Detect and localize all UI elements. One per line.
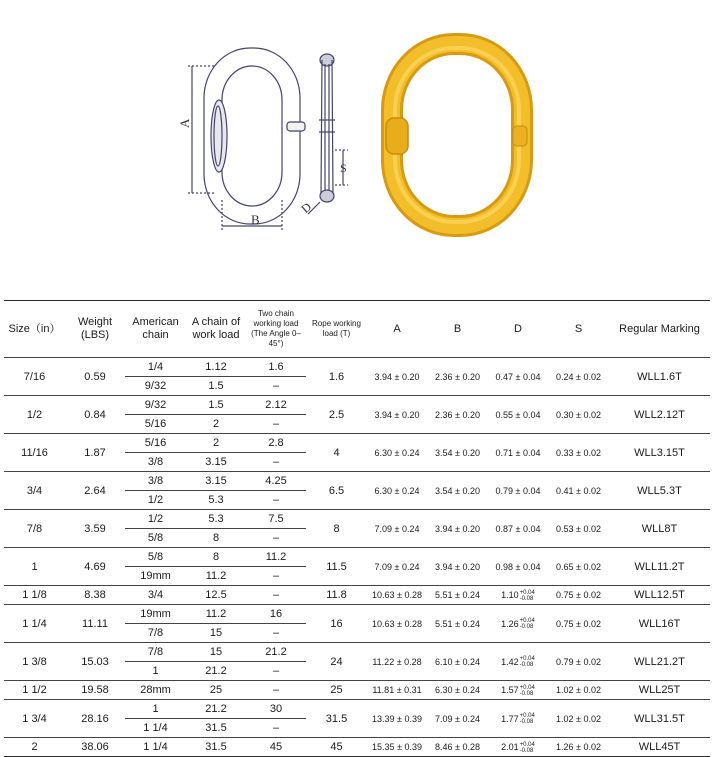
work-load-cell: 8 — [186, 529, 246, 548]
rope-load-cell: 25 — [306, 681, 367, 700]
d-value: 0.47 ± 0.04 — [495, 371, 541, 382]
b-cell: 7.09 ± 0.24 — [427, 700, 488, 738]
d-tolerance-upper: +0.04 — [519, 618, 535, 625]
work-load-cell: 21.2 — [186, 662, 246, 681]
header-size: Size（in） — [4, 301, 65, 358]
a-cell: 11.81 ± 0.31 — [367, 681, 427, 700]
american-chain-cell: 19mm — [125, 567, 186, 586]
s-cell: 1.02 ± 0.02 — [548, 681, 609, 700]
d-tolerance — [520, 685, 535, 697]
d-value: 0.98 ± 0.04 — [495, 561, 541, 572]
a-cell: 6.30 ± 0.24 — [367, 472, 427, 510]
two-chain-load-cell: – — [246, 415, 306, 434]
master-link-drawing — [0, 0, 714, 290]
table-row — [4, 643, 710, 662]
size-cell: 2 — [4, 738, 65, 757]
two-chain-load-cell: – — [246, 453, 306, 472]
s-cell: 0.75 ± 0.02 — [548, 586, 609, 605]
b-cell: 6.10 ± 0.24 — [427, 643, 488, 681]
d-tolerance-lower: -0.08 — [519, 662, 534, 669]
size-cell: 1 1/4 — [4, 605, 65, 643]
weight-cell: 0.84 — [65, 396, 125, 434]
work-load-cell: 2 — [186, 415, 246, 434]
size-cell: 1 3/8 — [4, 643, 65, 681]
two-chain-load-cell: – — [246, 662, 306, 681]
american-chain-cell: 9/32 — [125, 396, 186, 415]
two-chain-load-cell: – — [246, 529, 306, 548]
header-two-chain-load: Two chain working load (The Angle 0–45°) — [246, 301, 306, 358]
weight-cell: 19.58 — [65, 681, 125, 700]
a-cell: 3.94 ± 0.20 — [367, 396, 427, 434]
american-chain-cell: 28mm — [125, 681, 186, 700]
american-chain-cell: 3/8 — [125, 472, 186, 491]
specification-table — [4, 300, 710, 757]
s-cell: 0.30 ± 0.02 — [548, 396, 609, 434]
weight-cell: 28.16 — [65, 700, 125, 738]
front-view-drawing — [188, 48, 305, 230]
work-load-cell: 1.5 — [186, 396, 246, 415]
work-load-cell: 25 — [186, 681, 246, 700]
weight-cell: 1.87 — [65, 434, 125, 472]
d-value: 0.79 ± 0.04 — [495, 485, 541, 496]
header-rope-load: Rope working load (T) — [306, 301, 367, 358]
size-cell: 11/16 — [4, 434, 65, 472]
work-load-cell: 8 — [186, 548, 246, 567]
d-value: 1.26 — [501, 618, 519, 629]
size-cell: 1 3/4 — [4, 700, 65, 738]
b-cell: 5.51 ± 0.24 — [427, 605, 488, 643]
two-chain-load-cell: – — [246, 586, 306, 605]
d-cell — [488, 586, 548, 605]
marking-cell: WLL45T — [609, 738, 710, 757]
rope-load-cell: 11.5 — [306, 548, 367, 586]
d-cell — [488, 358, 548, 396]
d-value: 2.01 — [501, 742, 519, 752]
two-chain-load-cell: – — [246, 491, 306, 510]
a-cell: 6.30 ± 0.24 — [367, 434, 427, 472]
s-cell: 0.79 ± 0.02 — [548, 643, 609, 681]
size-cell: 1 1/8 — [4, 586, 65, 605]
d-cell — [488, 643, 548, 681]
table-row — [4, 358, 710, 377]
dimension-s-label: S — [340, 161, 347, 175]
two-chain-load-cell: 21.2 — [246, 643, 306, 662]
marking-cell: WLL31.5T — [609, 700, 710, 738]
two-chain-load-cell: 30 — [246, 700, 306, 719]
table-row — [4, 434, 710, 453]
table-row — [4, 681, 710, 700]
s-cell: 1.26 ± 0.02 — [548, 738, 609, 757]
work-load-cell: 5.3 — [186, 491, 246, 510]
rope-load-cell: 2.5 — [306, 396, 367, 434]
work-load-cell: 11.2 — [186, 567, 246, 586]
size-cell: 1 — [4, 548, 65, 586]
rope-load-cell: 6.5 — [306, 472, 367, 510]
dimension-d-label: D — [298, 199, 315, 216]
d-cell — [488, 472, 548, 510]
two-chain-load-cell: 45 — [246, 738, 306, 757]
american-chain-cell: 1 — [125, 662, 186, 681]
d-tolerance-upper: +0.04 — [519, 684, 535, 691]
d-tolerance-upper: +0.04 — [519, 741, 535, 748]
d-tolerance-upper: +0.04 — [519, 589, 535, 596]
two-chain-load-cell: 2.8 — [246, 434, 306, 453]
header-s: S — [548, 301, 609, 358]
marking-cell: WLL2.12T — [609, 396, 710, 434]
d-value: 1.10 — [501, 590, 519, 600]
marking-cell: WLL3.15T — [609, 434, 710, 472]
d-value: 0.87 ± 0.04 — [495, 523, 541, 534]
work-load-cell: 21.2 — [186, 700, 246, 719]
d-tolerance — [520, 656, 535, 668]
rope-load-cell: 16 — [306, 605, 367, 643]
b-cell: 6.30 ± 0.24 — [427, 681, 488, 700]
b-cell: 3.94 ± 0.20 — [427, 510, 488, 548]
d-tolerance-lower: -0.08 — [519, 690, 534, 697]
size-cell: 1 1/2 — [4, 681, 65, 700]
weight-cell: 0.59 — [65, 358, 125, 396]
d-tolerance-lower: -0.08 — [519, 747, 534, 754]
american-chain-cell: 7/8 — [125, 643, 186, 662]
weight-cell: 3.59 — [65, 510, 125, 548]
marking-cell: WLL25T — [609, 681, 710, 700]
d-value: 0.71 ± 0.04 — [495, 447, 541, 458]
side-view-drawing — [308, 54, 348, 214]
s-cell: 0.75 ± 0.02 — [548, 605, 609, 643]
american-chain-cell: 19mm — [125, 605, 186, 624]
marking-cell: WLL5.3T — [609, 472, 710, 510]
table-row — [4, 472, 710, 491]
rope-load-cell: 45 — [306, 738, 367, 757]
rope-load-cell: 24 — [306, 643, 367, 681]
two-chain-load-cell: – — [246, 624, 306, 643]
two-chain-load-cell: – — [246, 681, 306, 700]
weight-cell: 15.03 — [65, 643, 125, 681]
d-tolerance-lower: -0.08 — [519, 719, 534, 726]
american-chain-cell: 1 — [125, 700, 186, 719]
work-load-cell: 5.3 — [186, 510, 246, 529]
size-cell: 3/4 — [4, 472, 65, 510]
two-chain-load-cell: 11.2 — [246, 548, 306, 567]
american-chain-cell: 3/8 — [125, 453, 186, 472]
american-chain-cell: 1 1/4 — [125, 719, 186, 738]
a-cell: 11.22 ± 0.28 — [367, 643, 427, 681]
s-cell: 0.24 ± 0.02 — [548, 358, 609, 396]
weight-cell: 4.69 — [65, 548, 125, 586]
d-cell — [488, 681, 548, 700]
s-cell: 0.33 ± 0.02 — [548, 434, 609, 472]
american-chain-cell: 1/4 — [125, 358, 186, 377]
a-cell: 7.09 ± 0.24 — [367, 510, 427, 548]
a-cell: 3.94 ± 0.20 — [367, 358, 427, 396]
weight-cell: 11.11 — [65, 605, 125, 643]
american-chain-cell: 5/16 — [125, 415, 186, 434]
d-tolerance — [520, 590, 535, 602]
product-figure — [0, 0, 714, 290]
rope-load-cell: 8 — [306, 510, 367, 548]
yellow-master-link-image — [386, 44, 527, 226]
work-load-cell: 2 — [186, 434, 246, 453]
d-tolerance-upper: +0.04 — [519, 656, 535, 663]
weight-cell: 2.64 — [65, 472, 125, 510]
s-cell: 0.41 ± 0.02 — [548, 472, 609, 510]
s-cell: 1.02 ± 0.02 — [548, 700, 609, 738]
work-load-cell: 11.2 — [186, 605, 246, 624]
a-cell: 10.63 ± 0.28 — [367, 605, 427, 643]
header-regular-marking: Regular Marking — [609, 301, 710, 358]
work-load-cell: 15 — [186, 624, 246, 643]
marking-cell: WLL8T — [609, 510, 710, 548]
header-american-chain: American chain — [125, 301, 186, 358]
s-cell: 0.65 ± 0.02 — [548, 548, 609, 586]
rope-load-cell: 1.6 — [306, 358, 367, 396]
table-row — [4, 396, 710, 415]
two-chain-load-cell: – — [246, 719, 306, 738]
b-cell: 3.54 ± 0.20 — [427, 472, 488, 510]
work-load-cell: 31.5 — [186, 738, 246, 757]
d-value: 1.57 — [501, 685, 519, 695]
b-cell: 8.46 ± 0.28 — [427, 738, 488, 757]
table-row — [4, 738, 710, 757]
work-load-cell: 3.15 — [186, 453, 246, 472]
table-row — [4, 700, 710, 719]
header-weight: Weight (LBS) — [65, 301, 125, 358]
d-tolerance — [520, 618, 535, 630]
marking-cell: WLL21.2T — [609, 643, 710, 681]
table-row — [4, 605, 710, 624]
american-chain-cell: 5/8 — [125, 529, 186, 548]
size-cell: 1/2 — [4, 396, 65, 434]
d-cell — [488, 605, 548, 643]
weight-cell: 8.38 — [65, 586, 125, 605]
header-a: A — [367, 301, 427, 358]
two-chain-load-cell: 1.6 — [246, 358, 306, 377]
s-cell: 0.53 ± 0.02 — [548, 510, 609, 548]
a-cell: 15.35 ± 0.39 — [367, 738, 427, 757]
header-work-load: A chain of work load — [186, 301, 246, 358]
d-cell — [488, 510, 548, 548]
a-cell: 13.39 ± 0.39 — [367, 700, 427, 738]
marking-cell: WLL16T — [609, 605, 710, 643]
work-load-cell: 3.15 — [186, 472, 246, 491]
b-cell: 2.36 ± 0.20 — [427, 396, 488, 434]
table-row — [4, 548, 710, 567]
rope-load-cell: 11.8 — [306, 586, 367, 605]
header-d: D — [488, 301, 548, 358]
table-header-row — [4, 301, 710, 358]
d-cell — [488, 738, 548, 757]
d-tolerance-lower: -0.08 — [519, 595, 534, 602]
two-chain-load-cell: – — [246, 567, 306, 586]
b-cell: 5.51 ± 0.24 — [427, 586, 488, 605]
d-value: 0.55 ± 0.04 — [495, 409, 541, 420]
american-chain-cell: 5/8 — [125, 548, 186, 567]
american-chain-cell: 1 1/4 — [125, 738, 186, 757]
marking-cell: WLL12.5T — [609, 586, 710, 605]
b-cell: 3.94 ± 0.20 — [427, 548, 488, 586]
d-cell — [488, 396, 548, 434]
d-cell — [488, 700, 548, 738]
b-cell: 2.36 ± 0.20 — [427, 358, 488, 396]
d-cell — [488, 434, 548, 472]
two-chain-load-cell: 16 — [246, 605, 306, 624]
table-body — [4, 358, 710, 757]
american-chain-cell: 1/2 — [125, 510, 186, 529]
work-load-cell: 1.5 — [186, 377, 246, 396]
a-cell: 7.09 ± 0.24 — [367, 548, 427, 586]
work-load-cell: 31.5 — [186, 719, 246, 738]
table-row — [4, 586, 710, 605]
d-tolerance-lower: -0.08 — [519, 624, 534, 631]
work-load-cell: 15 — [186, 643, 246, 662]
rope-load-cell: 4 — [306, 434, 367, 472]
header-b: B — [427, 301, 488, 358]
rope-load-cell: 31.5 — [306, 700, 367, 738]
size-cell: 7/16 — [4, 358, 65, 396]
two-chain-load-cell: 4.25 — [246, 472, 306, 491]
two-chain-load-cell: 2.12 — [246, 396, 306, 415]
b-cell: 3.54 ± 0.20 — [427, 434, 488, 472]
d-tolerance-upper: +0.04 — [519, 713, 535, 720]
marking-cell: WLL11.2T — [609, 548, 710, 586]
american-chain-cell: 9/32 — [125, 377, 186, 396]
d-value: 1.77 — [501, 713, 519, 724]
american-chain-cell: 1/2 — [125, 491, 186, 510]
weight-cell: 38.06 — [65, 738, 125, 757]
work-load-cell: 12.5 — [186, 586, 246, 605]
two-chain-load-cell: 7.5 — [246, 510, 306, 529]
d-cell — [488, 548, 548, 586]
work-load-cell: 1.12 — [186, 358, 246, 377]
american-chain-cell: 3/4 — [125, 586, 186, 605]
dimension-b-label: B — [251, 212, 260, 227]
d-tolerance — [520, 713, 535, 725]
d-tolerance — [520, 742, 535, 754]
two-chain-load-cell: – — [246, 377, 306, 396]
marking-cell: WLL1.6T — [609, 358, 710, 396]
a-cell: 10.63 ± 0.28 — [367, 586, 427, 605]
american-chain-cell: 7/8 — [125, 624, 186, 643]
d-value: 1.42 — [501, 656, 519, 667]
american-chain-cell: 5/16 — [125, 434, 186, 453]
dimension-a-label: A — [177, 118, 192, 128]
table-row — [4, 510, 710, 529]
size-cell: 7/8 — [4, 510, 65, 548]
